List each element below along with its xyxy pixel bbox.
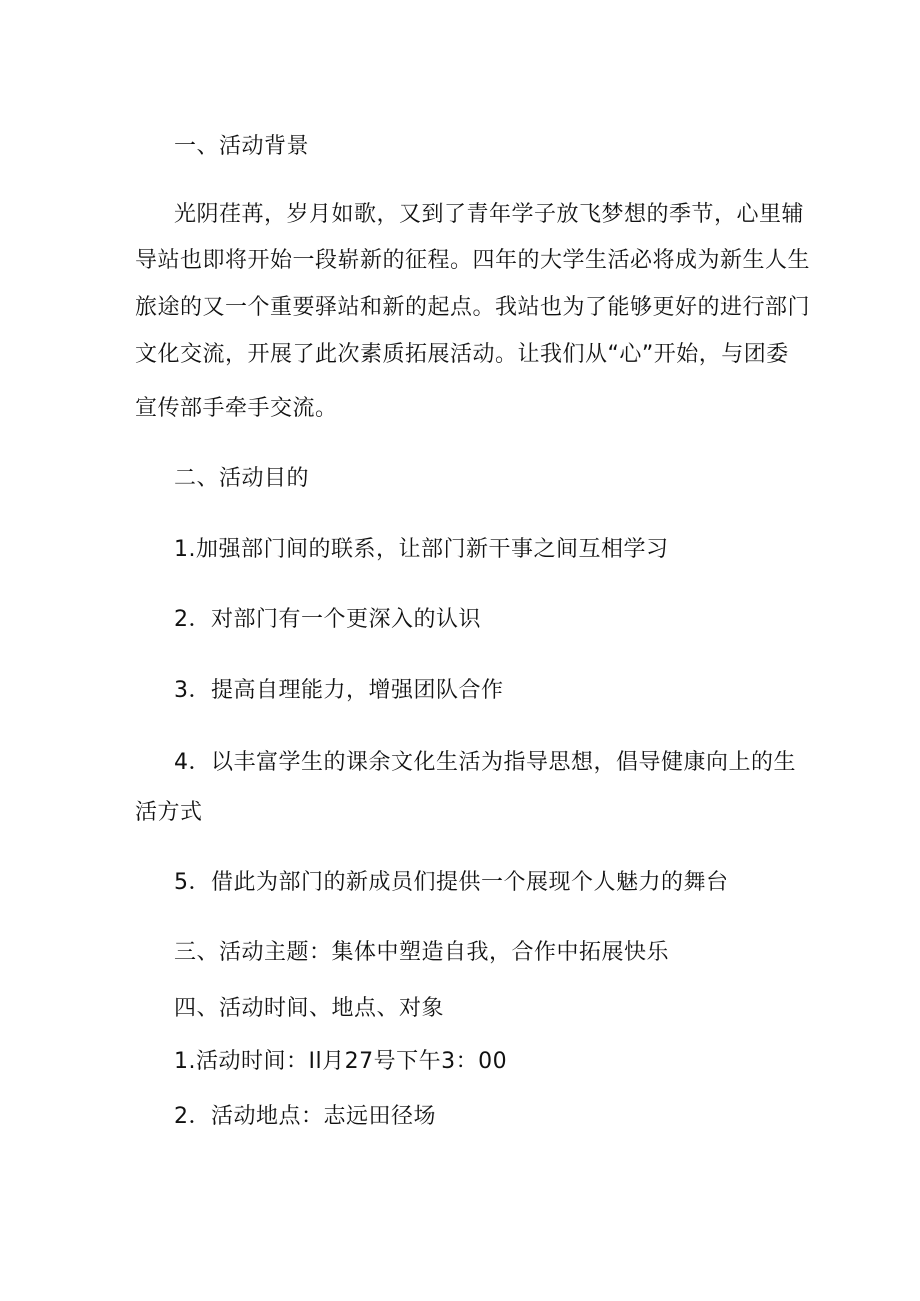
list-item: 2．活动地点：志远田径场 xyxy=(174,1104,436,1129)
list-item: 2．对部门有一个更深入的认识 xyxy=(174,607,481,632)
list-item: 5．借此为部门的新成员们提供一个展现个人魅力的舞台 xyxy=(174,870,729,895)
list-item: 1.活动时间：Il月27号下午3：00 xyxy=(174,1049,508,1074)
list-item: 3．提高自理能力，增强团队合作 xyxy=(174,678,504,703)
section-heading-purpose: 二、活动目的 xyxy=(174,466,310,491)
list-item-continuation: 活方式 xyxy=(135,800,203,825)
section-heading-time-place: 四、活动时间、地点、对象 xyxy=(174,996,445,1021)
list-item: 4．以丰富学生的课余文化生活为指导思想，倡导健康向上的生 xyxy=(174,750,796,775)
section-heading-theme: 三、活动主题：集体中塑造自我，合作中拓展快乐 xyxy=(174,940,670,965)
list-item: 1.加强部门间的联系，让部门新干事之间互相学习 xyxy=(174,537,669,562)
paragraph-line: 文化交流，开展了此次素质拓展活动。让我们从“心”开始，与团委 xyxy=(135,342,789,367)
paragraph-line: 光阴荏苒，岁月如歌，又到了青年学子放飞梦想的季节，心里辅 xyxy=(174,202,805,227)
paragraph-line: 宣传部手牵手交流。 xyxy=(135,396,338,421)
section-heading-background: 一、活动背景 xyxy=(174,134,310,159)
paragraph-line: 旅途的又一个重要驿站和新的起点。我站也为了能够更好的进行部门 xyxy=(135,295,811,320)
paragraph-line: 导站也即将开始一段崭新的征程。四年的大学生活必将成为新生人生 xyxy=(135,248,811,273)
